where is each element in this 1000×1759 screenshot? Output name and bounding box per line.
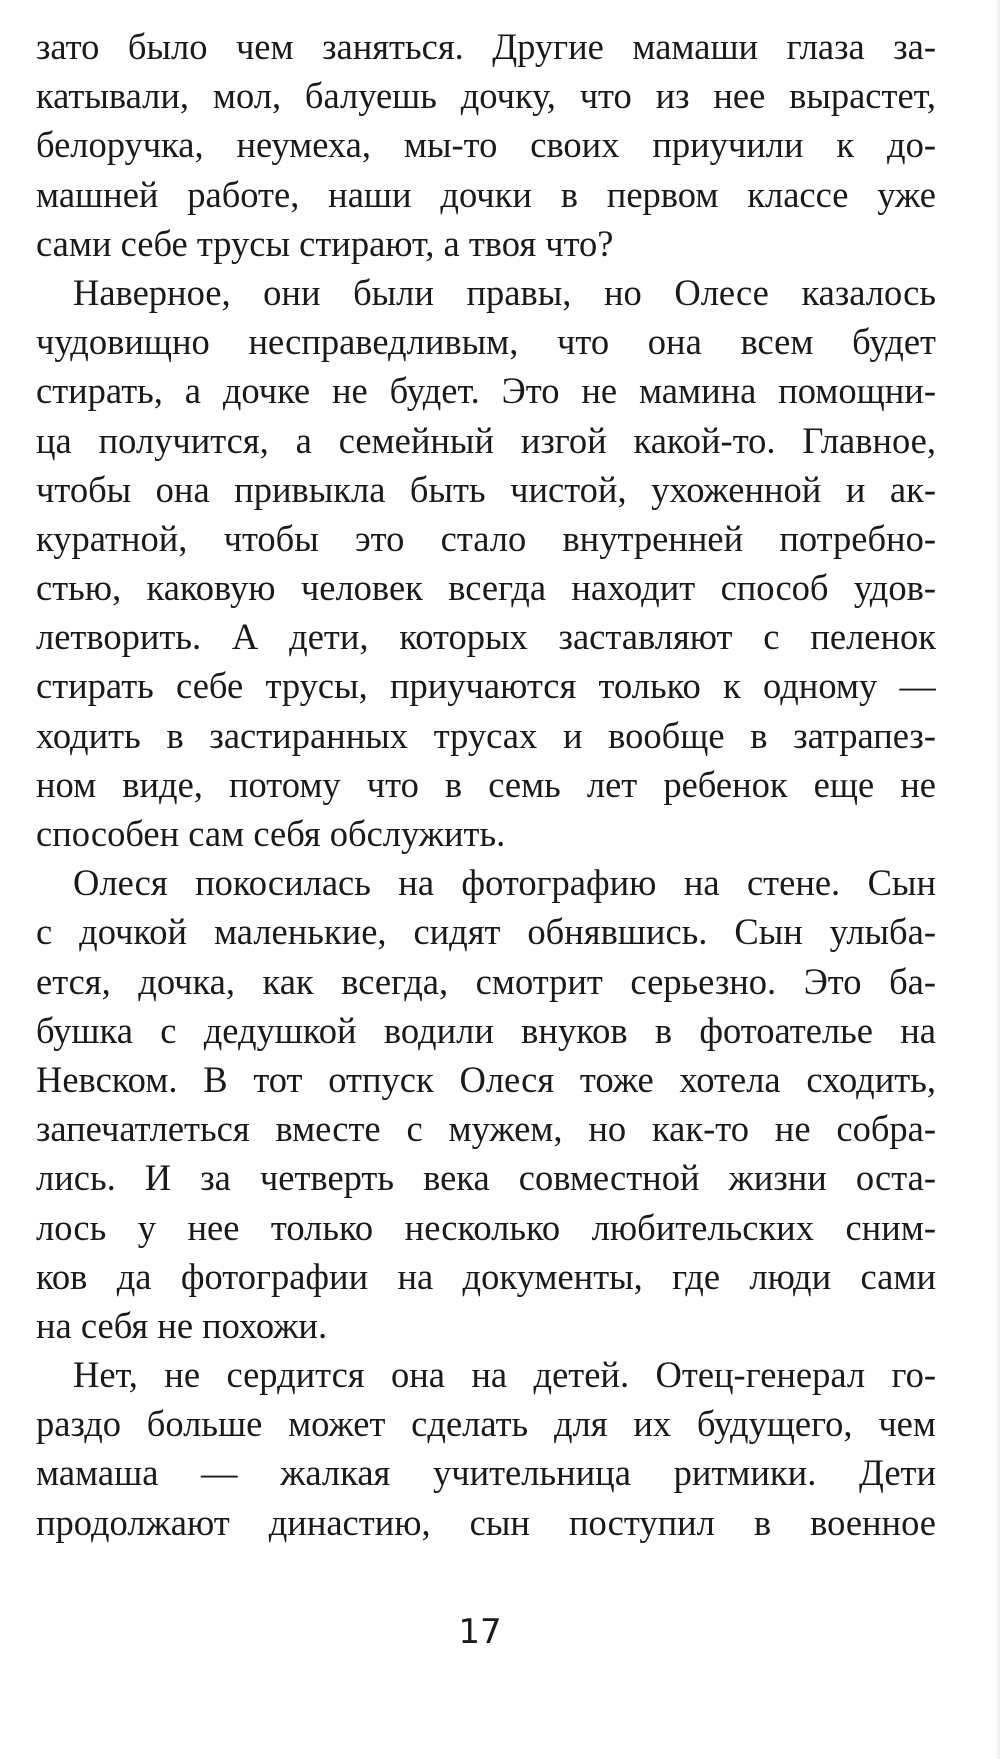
text-line: куратной, чтобы это стало внутренней потребно- [36, 517, 936, 559]
body-text [36, 22, 936, 1547]
page-edge-shadow [994, 0, 1000, 1759]
text-line: Наверное, они были правы, но Олесе казалось [73, 271, 936, 313]
text-line: стирать, а дочке не будет. Это не мамина помощни- [36, 370, 936, 412]
text-line: Нет, не сердится она на детей. Отец-генерал го- [73, 1354, 936, 1396]
text-line: ходить в застиранных трусах и вообще в затрапез- [36, 714, 936, 756]
text-line: способен сам себя обслужить. [36, 813, 506, 854]
text-line: раздо больше может сделать для их будущего, чем [36, 1403, 936, 1445]
text-line: летворить. А дети, которых заставляют с пеленок [36, 616, 936, 658]
text-line: сами себе трусы стирают, а твоя что? [36, 222, 614, 264]
text-line: Невском. В тот отпуск Олеся тоже хотела сходить, [36, 1058, 936, 1100]
text-line: машней работе, наши дочки в первом классе уже [36, 173, 936, 215]
paragraph-4 [36, 1350, 936, 1547]
text-line: продолжают династию, сын поступил в военное [36, 1501, 936, 1543]
text-line: лись. И за четверть века совместной жизни оста- [36, 1157, 936, 1199]
text-line: с дочкой маленькие, сидят обнявшись. Сын улыба- [36, 911, 936, 953]
page-number: 17 [458, 1612, 502, 1652]
paragraph-2 [36, 268, 936, 858]
paragraph-3 [36, 858, 936, 1350]
paragraph-1 [36, 22, 936, 268]
text-line: ном виде, потому что в семь лет ребенок еще не [36, 763, 936, 805]
text-line: чтобы она привыкла быть чистой, ухоженной и ак- [36, 468, 936, 510]
text-line: ется, дочка, как всегда, смотрит серьезно. Это ба- [36, 960, 936, 1002]
text-line: ков да фотографии на документы, где люди сами [36, 1255, 936, 1297]
text-line: лось у нее только несколько любительских сним- [36, 1206, 936, 1248]
text-line: запечатлеться вместе с мужем, но как-то не собра- [36, 1108, 936, 1150]
text-line: мамаша — жалкая учительница ритмики. Дети [36, 1452, 936, 1494]
text-line: стирать себе трусы, приучаются только к одному — [36, 665, 936, 707]
text-line: Олеся покосилась на фотографию на стене. Сын [73, 862, 936, 904]
text-line: катывали, мол, балуешь дочку, что из нее вырастет, [36, 75, 936, 117]
text-line: чудовищно несправедливым, что она всем будет [36, 321, 936, 363]
text-line: на себя не похожи. [36, 1304, 328, 1346]
text-line: зато было чем заняться. Другие мамаши глаза за- [36, 26, 936, 67]
text-line: бушка с дедушкой водили внуков в фотоателье на [36, 1009, 936, 1051]
text-line: белоручка, неумеха, мы-то своих приучили к до- [36, 124, 936, 166]
text-line: ца получится, а семейный изгой какой-то. Главное, [36, 419, 936, 461]
text-line: стью, каковую человек всегда находит способ удов- [36, 567, 936, 609]
